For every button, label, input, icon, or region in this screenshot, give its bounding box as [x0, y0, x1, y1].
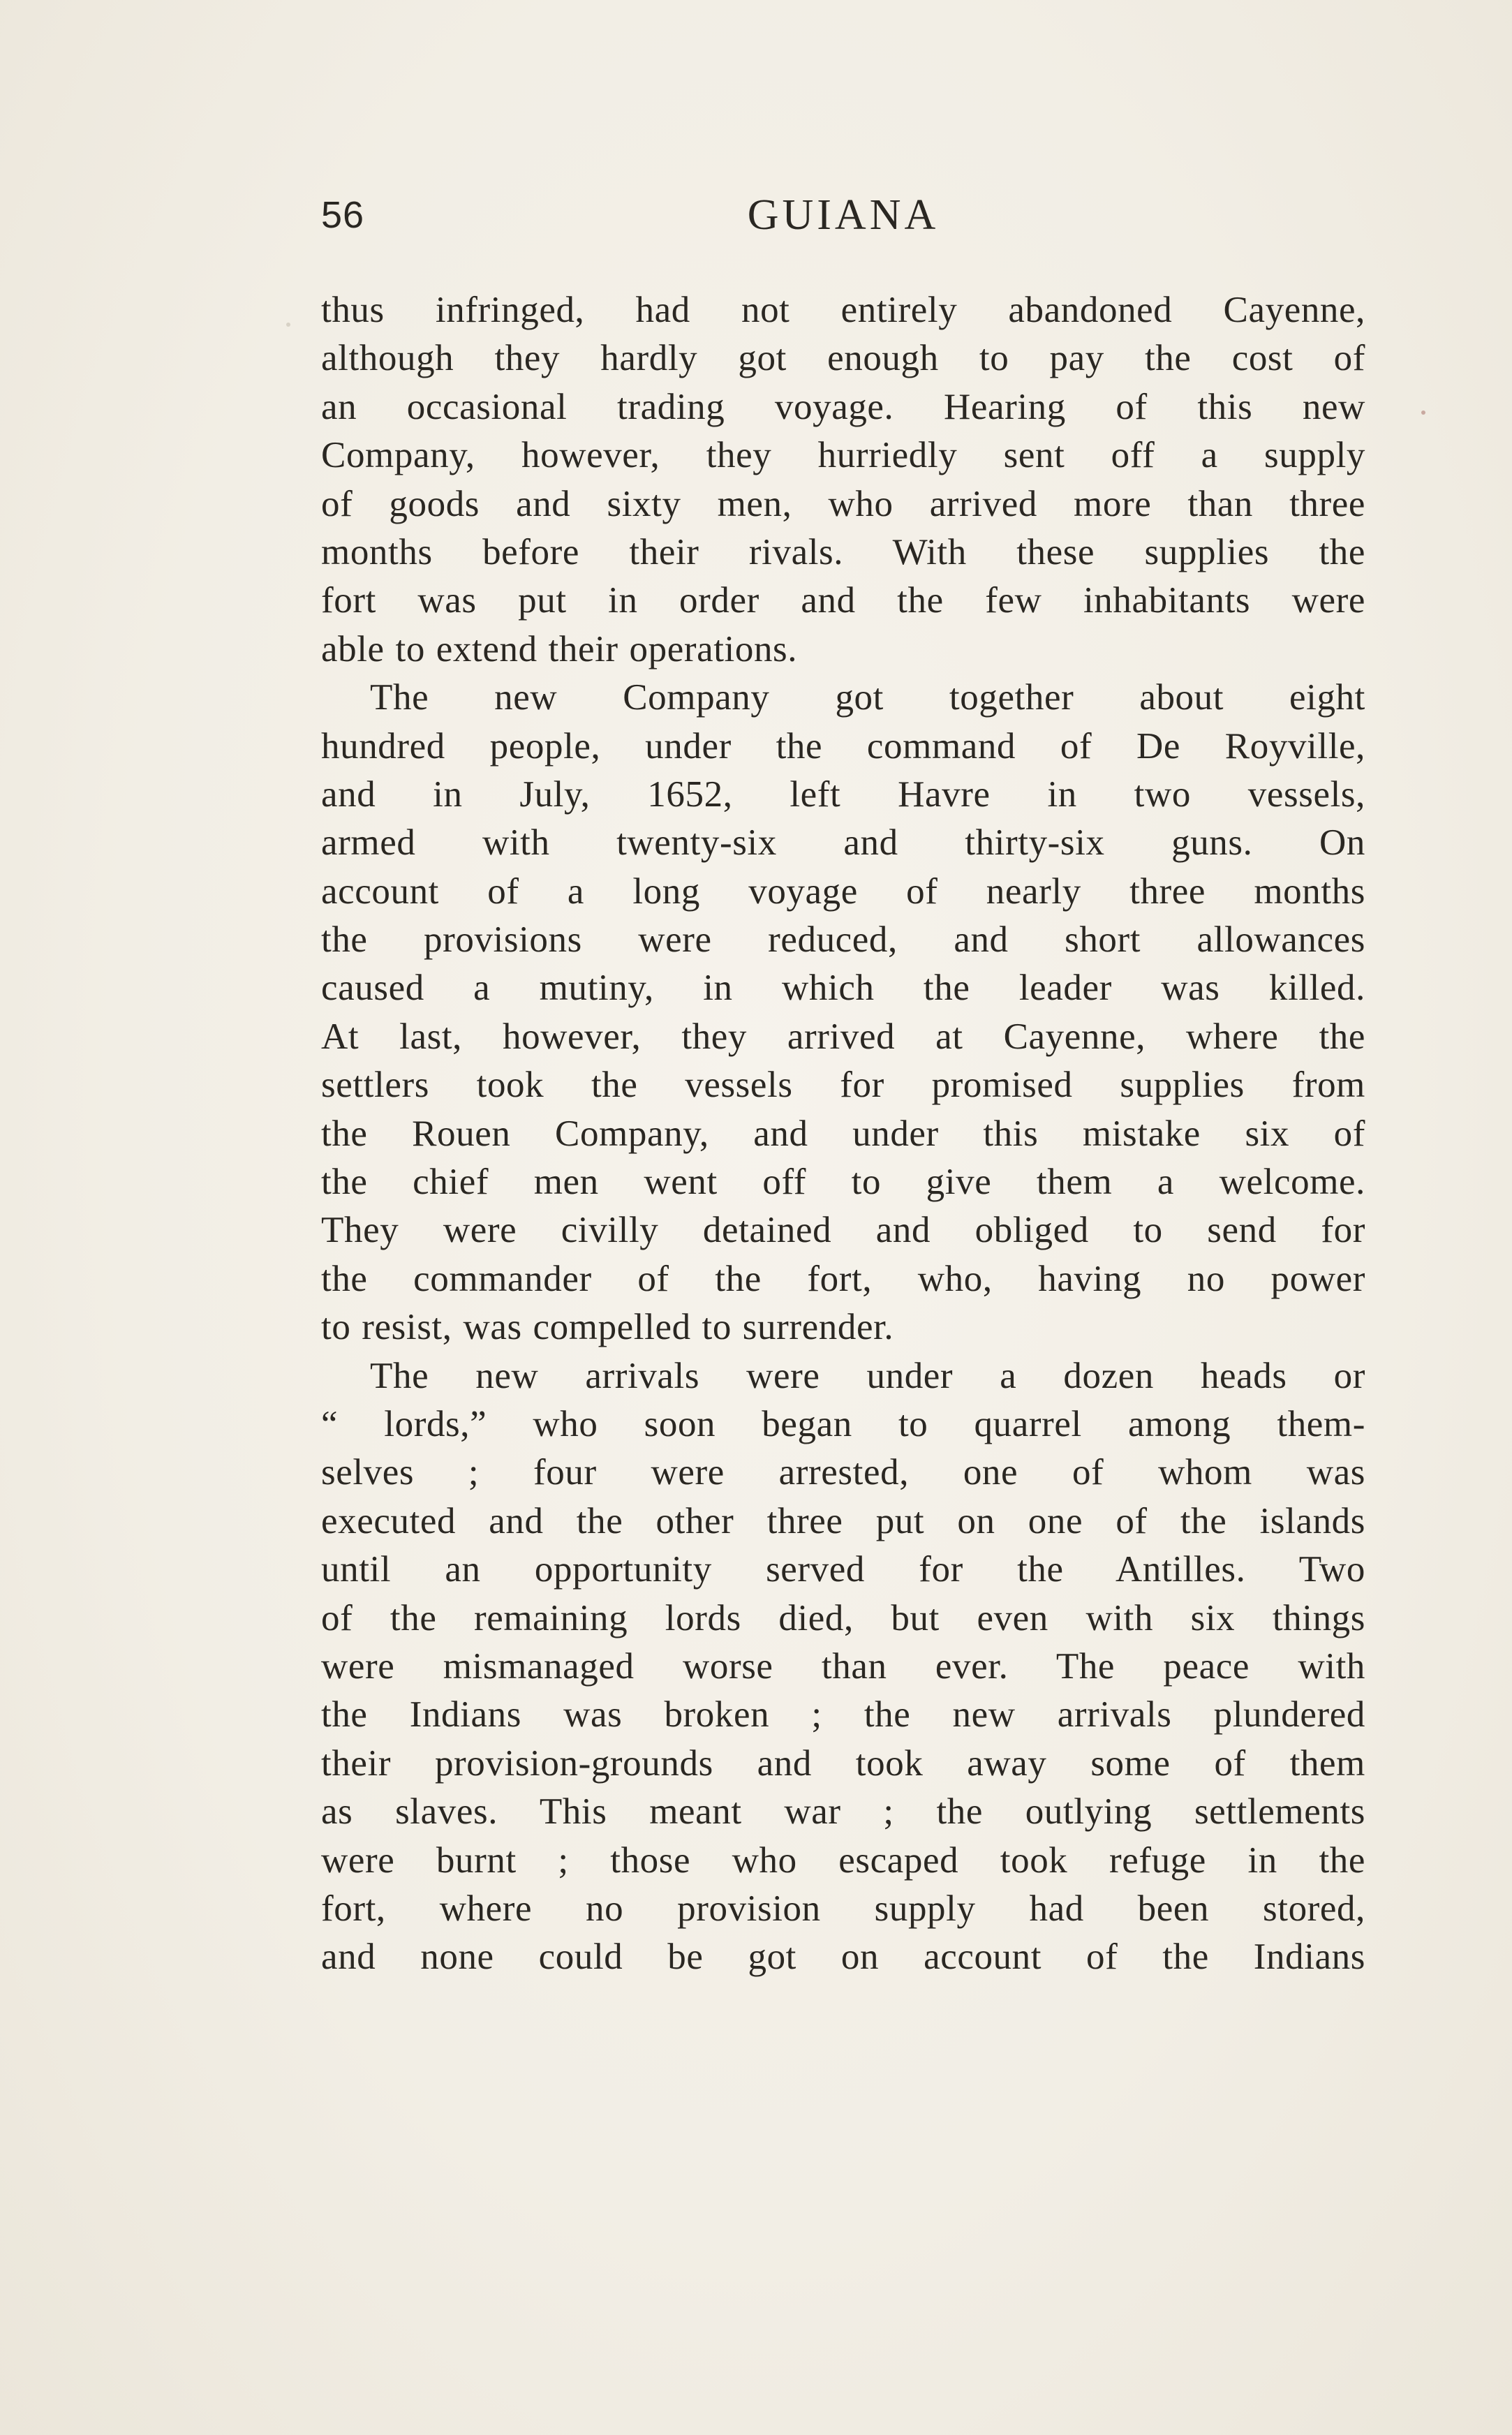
- text-line: thus infringed, had not entirely abandoned Cayenne,: [321, 290, 1365, 330]
- text-line: hundred people, under the command of De Royville,: [321, 725, 1365, 767]
- text-line: able to extend their operations.: [321, 628, 798, 669]
- text-line: executed and the other three put on one of the islands: [321, 1500, 1365, 1541]
- text-line: and in July, 1652, left Havre in two vessels,: [321, 774, 1365, 815]
- text-line: the Indians was broken ; the new arrivals plundered: [321, 1694, 1365, 1735]
- text-line: account of a long voyage of nearly three months: [321, 871, 1365, 912]
- text-line: of the remaining lords died, but even with six things: [321, 1597, 1365, 1638]
- paper-speck: [286, 323, 290, 327]
- text-line: and none could be got on account of the Indians: [321, 1937, 1365, 1978]
- text-line: armed with twenty-six and thirty-six guns. On: [321, 822, 1365, 864]
- text-line: the commander of the fort, who, having no power: [321, 1258, 1365, 1299]
- text-line: to resist, was compelled to surrender.: [321, 1307, 894, 1348]
- text-line: The new Company got together about eight: [370, 677, 1365, 718]
- text-line: They were civilly detained and obliged to send for: [321, 1210, 1365, 1251]
- text-line: until an opportunity served for the Antilles. Two: [321, 1549, 1365, 1590]
- running-title: GUIANA: [747, 191, 940, 239]
- text-line: fort was put in order and the few inhabitants were: [321, 580, 1365, 621]
- text-line: selves ; four were arrested, one of whom was: [321, 1452, 1365, 1493]
- page-header: [321, 187, 1365, 243]
- page-number: 56: [321, 194, 365, 236]
- text-line: were burnt ; those who escaped took refuge in the: [321, 1840, 1365, 1881]
- text-line: the Rouen Company, and under this mistake six of: [321, 1113, 1365, 1154]
- body-text: [321, 286, 1365, 1982]
- text-line: caused a mutiny, in which the leader was killed.: [321, 968, 1365, 1009]
- text-line: Company, however, they hurriedly sent off a supply: [321, 435, 1365, 476]
- text-line: months before their rivals. With these supplies the: [321, 531, 1365, 572]
- text-line: the provisions were reduced, and short allowances: [321, 919, 1365, 961]
- paper-speck: [1421, 410, 1425, 415]
- text-line: as slaves. This meant war ; the outlying settlements: [321, 1791, 1365, 1833]
- text-line: fort, where no provision supply had been stored,: [321, 1888, 1365, 1929]
- text-line: settlers took the vessels for promised supplies from: [321, 1065, 1365, 1106]
- text-line: their provision-grounds and took away some of them: [321, 1742, 1365, 1784]
- text-line: “ lords,” who soon began to quarrel among them-: [321, 1403, 1365, 1444]
- text-line: were mismanaged worse than ever. The peace with: [321, 1645, 1365, 1687]
- text-line: The new arrivals were under a dozen heads or: [370, 1355, 1365, 1396]
- text-line: the chief men went off to give them a welcome.: [321, 1162, 1365, 1203]
- text-line: an occasional trading voyage. Hearing of this new: [321, 386, 1365, 427]
- text-line: of goods and sixty men, who arrived more than three: [321, 483, 1365, 524]
- text-line: although they hardly got enough to pay the cost of: [321, 338, 1365, 379]
- text-line: At last, however, they arrived at Cayenne, where the: [321, 1016, 1365, 1057]
